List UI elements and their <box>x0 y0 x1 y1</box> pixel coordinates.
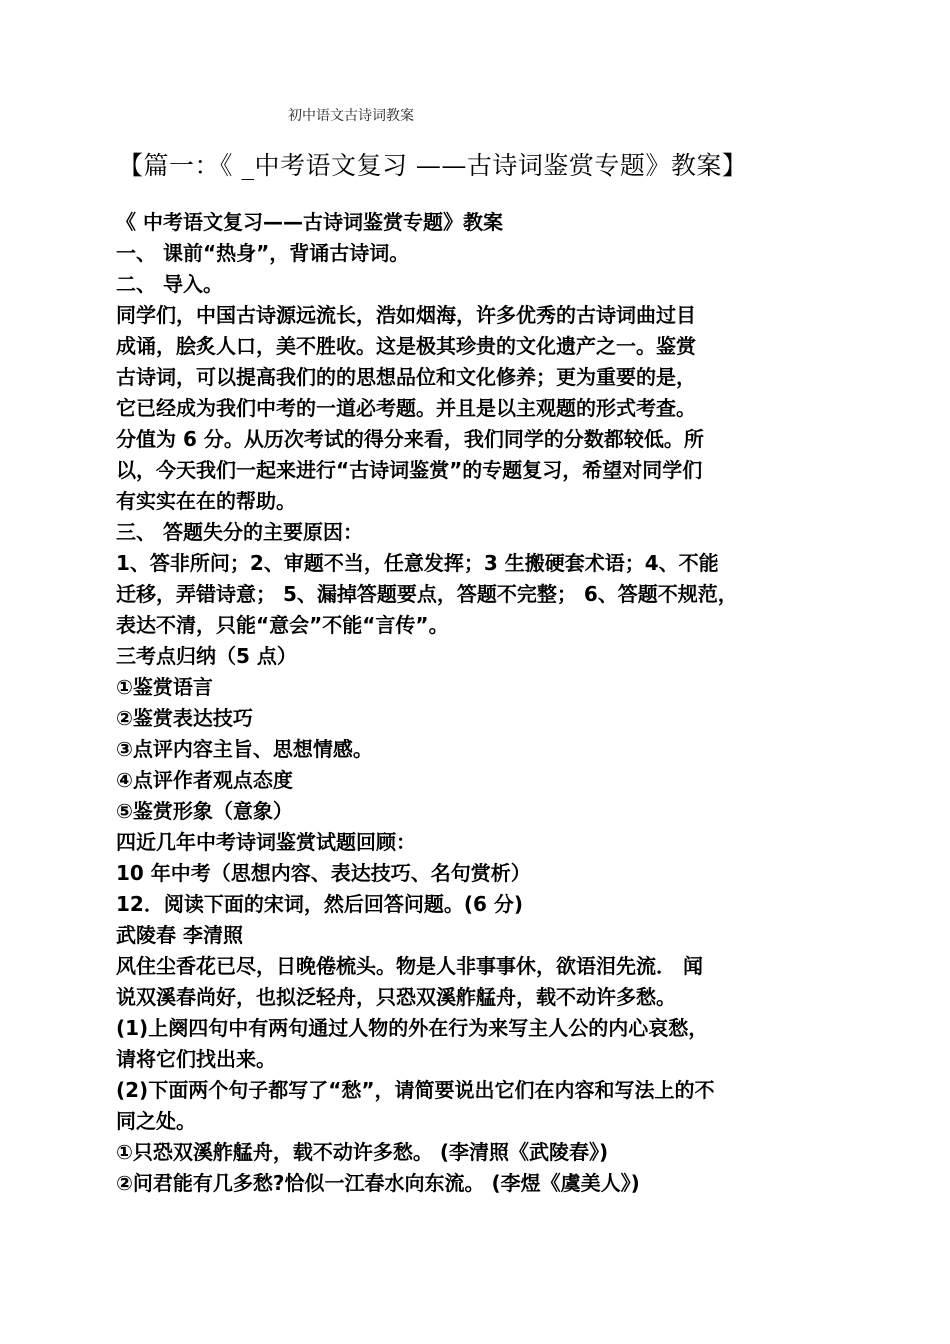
text-line: 成诵，脍炙人口，美不胜收。这是极其珍贵的文化遗产之一。鉴赏 <box>116 334 696 358</box>
text-line: (2)下面两个句子都写了“愁”，请简要说出它们在内容和写法上的不 <box>116 1078 715 1102</box>
text-line: 四近几年中考诗词鉴赏试题回顾： <box>116 830 416 854</box>
text-line: 请将它们找出来。 <box>116 1047 276 1071</box>
text-line: 古诗词，可以提高我们的的思想品位和文化修养；更为重要的是， <box>116 365 696 389</box>
document-title: 【篇一：《 _中考语文复习 ——古诗词鉴赏专题》教案】 <box>118 151 748 180</box>
text-line: 《 中考语文复习——古诗词鉴赏专题》教案 <box>116 210 503 234</box>
text-line: 以，今天我们一起来进行“古诗词鉴赏”的专题复习，希望对同学们 <box>116 458 703 482</box>
text-line: 说双溪春尚好，也拟泛轻舟，只恐双溪舴艋舟，载不动许多愁。 <box>116 985 676 1009</box>
text-line: 风住尘香花已尽，日晚倦梳头。物是人非事事休，欲语泪先流． 闻 <box>116 954 703 978</box>
text-line: 分值为 6 分。从历次考试的得分来看，我们同学的分数都较低。所 <box>116 427 704 451</box>
text-line: 10 年中考（思想内容、表达技巧、名句赏析） <box>116 861 531 885</box>
text-line: ②鉴赏表达技巧 <box>116 706 253 730</box>
text-line: 同之处。 <box>116 1109 196 1133</box>
text-line: 二、 导入。 <box>116 272 223 296</box>
text-line: ②问君能有几多愁?恰似一江春水向东流。 (李煜《虞美人》) <box>116 1171 640 1195</box>
text-line: 迁移，弄错诗意； 5、漏掉答题要点，答题不完整； 6、答题不规范， <box>116 582 738 606</box>
text-line: 它已经成为我们中考的一道必考题。并且是以主观题的形式考查。 <box>116 396 696 420</box>
text-line: ④点评作者观点态度 <box>116 768 293 792</box>
text-line: 有实实在在的帮助。 <box>116 489 296 513</box>
running-header: 初中语文古诗词教案 <box>288 108 414 124</box>
text-line: 1、答非所问；2、审题不当，任意发挥；3 生搬硬套术语；4、不能 <box>116 551 719 575</box>
text-line: 武陵春 李清照 <box>116 923 243 947</box>
text-line: 同学们，中国古诗源远流长，浩如烟海，许多优秀的古诗词曲过目 <box>116 303 696 327</box>
text-line: ③点评内容主旨、思想情感。 <box>116 737 373 761</box>
text-line: 三、 答题失分的主要原因： <box>116 520 363 544</box>
text-line: ⑤鉴赏形象（意象） <box>116 799 293 823</box>
text-line: 12．阅读下面的宋词，然后回答问题。(6 分) <box>116 892 523 916</box>
text-line: (1)上阕四句中有两句通过人物的外在行为来写主人公的内心哀愁， <box>116 1016 709 1040</box>
document-body <box>116 207 846 1199</box>
text-line: ①只恐双溪舴艋舟，载不动许多愁。 (李清照《武陵春》) <box>116 1140 609 1164</box>
text-line: 三考点归纳（5 点） <box>116 644 297 668</box>
text-line: ①鉴赏语言 <box>116 675 213 699</box>
text-line: 一、 课前“热身”，背诵古诗词。 <box>116 241 410 265</box>
text-line: 表达不清，只能“意会”不能“言传”。 <box>116 613 449 637</box>
